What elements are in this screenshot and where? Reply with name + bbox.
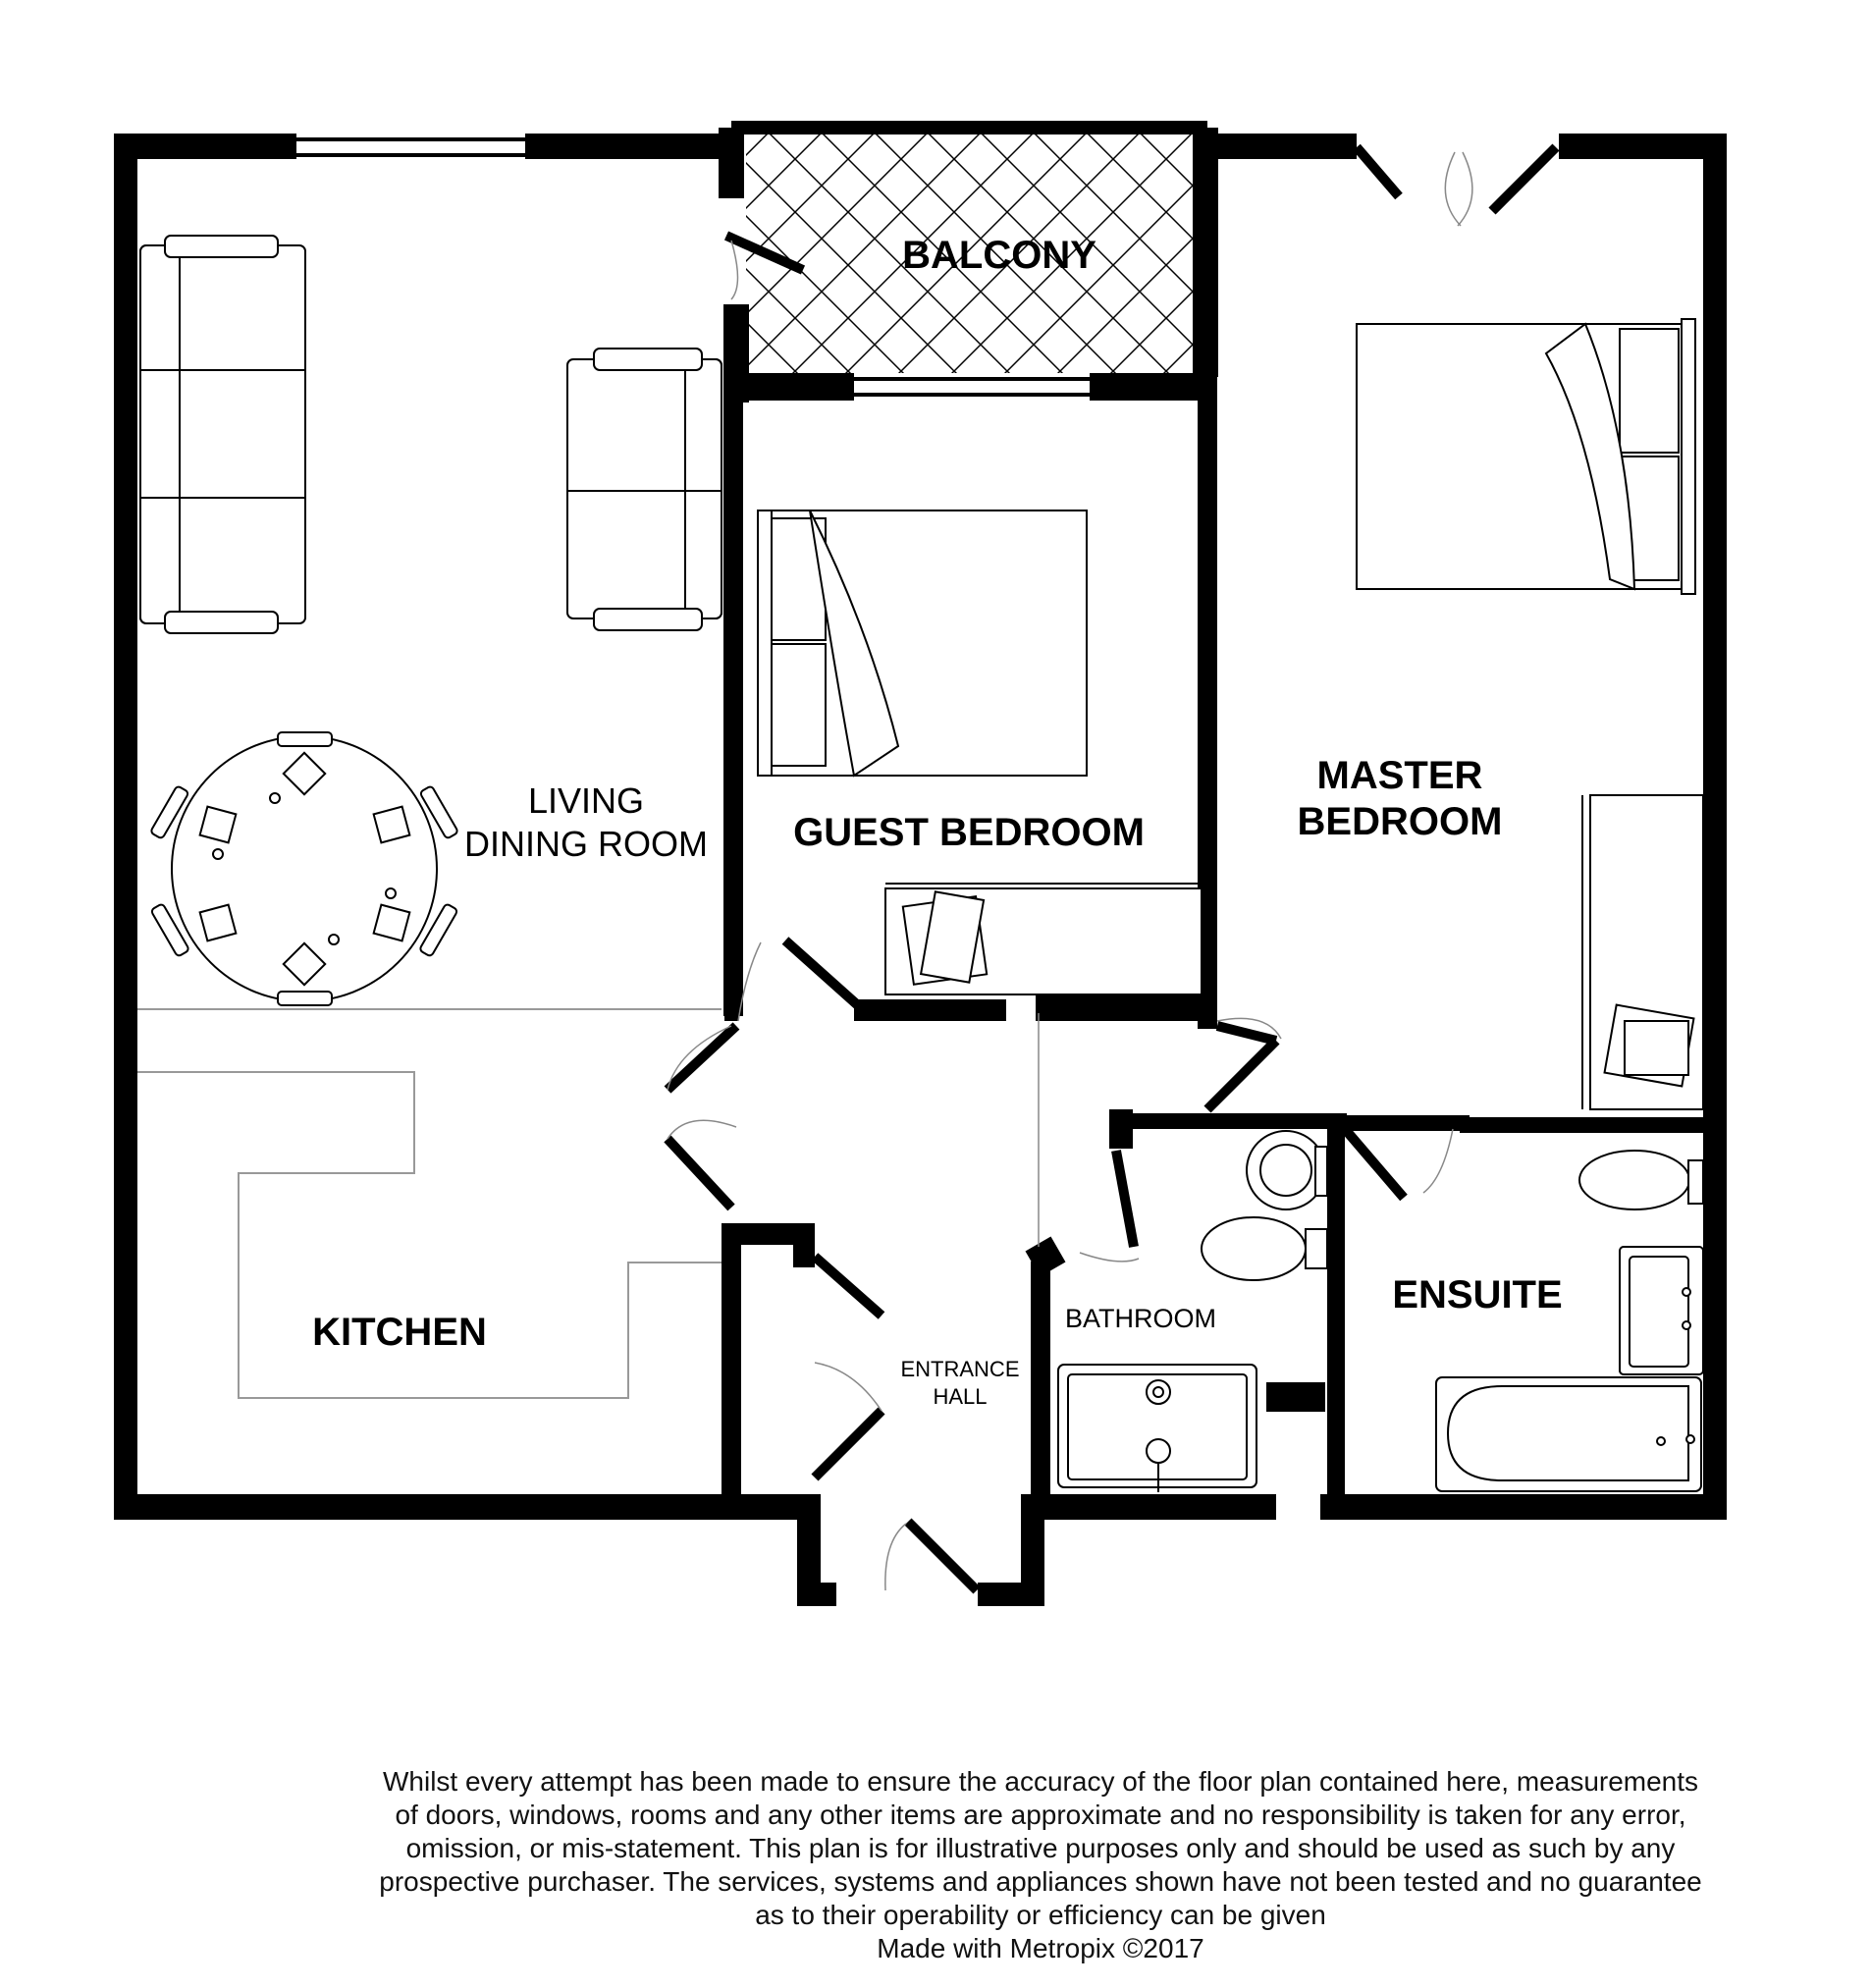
guest-bedroom-label: GUEST BEDROOM [793,811,1145,854]
ensuite-label: ENSUITE [1392,1273,1563,1316]
sofa-left [140,236,305,633]
sofa-right [567,349,722,630]
master-bed [1357,319,1695,594]
disclaimer-line: Whilst every attempt has been made to ensure the accuracy of the floor plan contained here, measurements [382,1766,1699,1797]
master-label: MASTER [1316,754,1483,797]
kitchen-label: KITCHEN [312,1311,487,1354]
bathroom-label: BATHROOM [1065,1304,1216,1333]
master-bedroom-label: BEDROOM [1297,800,1503,843]
disclaimer-line: prospective purchaser. The services, systems and appliances shown have not been tested and no guarantee [379,1866,1702,1897]
disclaimer-line: of doors, windows, rooms and any other items are approximate and no responsibility is taken for any error, [395,1800,1686,1830]
disclaimer-line: omission, or mis-statement. This plan is for illustrative purposes only and should be used as such by any [405,1833,1676,1863]
credit-line: Made with Metropix ©2017 [877,1933,1204,1963]
guest-bed [758,510,1087,776]
guest-desk [885,884,1202,994]
disclaimer-line: as to their operability or efficiency can be given [755,1900,1326,1930]
balcony-label: BALCONY [902,234,1096,277]
dining-table [150,732,458,1005]
hall-label: HALL [933,1384,988,1409]
ensuite-fixtures [1436,1151,1703,1491]
dining-room-label: DINING ROOM [464,824,708,864]
entrance-label: ENTRANCE [900,1357,1020,1381]
living-label: LIVING [527,780,645,821]
disclaimer [245,1765,1836,1965]
master-wardrobe [1582,795,1703,1109]
